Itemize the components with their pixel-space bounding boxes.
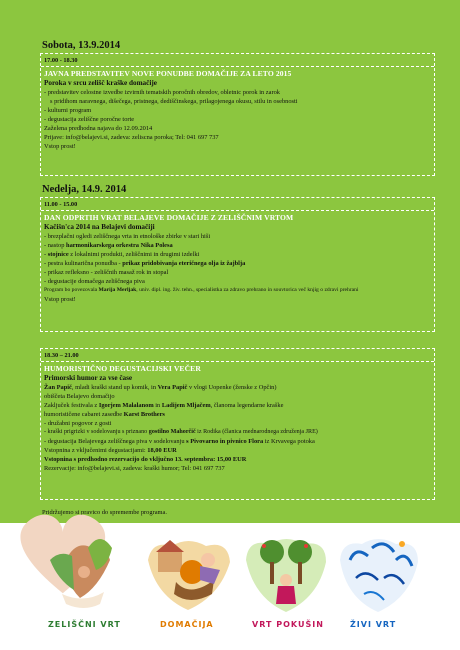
sunday-line: Vstop prost! — [44, 296, 76, 303]
saturday-line: - degustacija zeliščne poročne torte — [44, 116, 135, 123]
saturday-line: - predstavitev celostne izvedbe izvirnih tematskih poročnih obredov, obletnic porok in zarok — [44, 89, 280, 96]
saturday-title: JAVNA PREDSTAVITEV NOVE PONUDBE DOMAČIJE ZA LETO 2015 — [44, 69, 292, 78]
evening-subtitle: Primorski humor za vse čase — [44, 374, 133, 382]
saturday-line: - kulturni program — [44, 107, 92, 114]
saturday-line: s pridihom naravnega, dišečega, pristnega, dediščinskega, prilagojenega okusu, stilu in osebnosti — [50, 98, 298, 105]
captions — [0, 620, 460, 638]
evening-time: 18.30 – 21.00 — [44, 352, 79, 359]
sunday-line: - pestra kulinarična ponudba - prikaz pridobivanja eteričnega olja iz žajblja — [44, 260, 246, 267]
homestead-heart-icon — [148, 540, 230, 610]
evening-title: HUMORISTIČNO DEGUSTACIJSKI VEČER — [44, 364, 201, 373]
disclaimer-note: Pridržujemo si pravico do spremembe programa. — [42, 509, 167, 516]
saturday-subtitle: Poroka v srcu zelišč kraške domačije — [44, 79, 157, 87]
sunday-date: Nedelja, 14.9. 2014 — [42, 184, 127, 195]
sunday-title: DAN ODPRTIH VRAT BELAJEVE DOMAČIJE Z ZELIŠČNIM VRTOM — [44, 213, 294, 222]
sunday-host-line: Program bo povezovala Marija Merljak, univ. dipl. ing. živ. tehn., specialistka za zdravo prehrano in souvtorica več knjig o zdravi prehrani — [44, 287, 359, 293]
saturday-line: Zaželena predhodna najava do 12.09.2014 — [44, 125, 153, 132]
sunday-line: - stojnice z lokalnimi produkti, zeliščnimi in drugimi izdelki — [44, 251, 200, 258]
evening-line: Rezervacije: info@belajevi.si, zadeva: kraški humor; Tel: 041 697 737 — [44, 465, 225, 472]
evening-line: - družabni pogovor z gosti — [44, 420, 112, 427]
sunday-line: - brezplačni ogledi zeliščnega vrta in etnološke zbirke v stari hiši — [44, 233, 211, 240]
saturday-time: 17.00 - 18.30 — [44, 57, 78, 64]
caption-homestead: DOMAČIJA — [160, 620, 214, 629]
saturday-date: Sobota, 13.9.2014 — [42, 40, 121, 51]
saturday-line: Prijave: info@belajevi.si, zadeva: zeliscna poroka; Tel: 041 697 737 — [44, 134, 219, 141]
living-garden-heart-icon — [340, 539, 418, 612]
herb-garden-heart-icon — [20, 515, 112, 608]
caption-herb-garden: ZELIŠČNI VRT — [48, 620, 121, 629]
evening-price-line: Vstopnina z vključenimi degustacijami: 18,00 EUR — [44, 447, 177, 454]
evening-line: humorističene cabaret zasedbe Karst Brothers — [44, 411, 165, 418]
sunday-time: 11.00 - 15.00 — [44, 201, 78, 208]
sunday-line: - prikaz refleksno - zeliščnih masaž rok in stopal — [44, 269, 169, 276]
sunday-line: - nastop harmonikarskega orkestra Nika Polesa — [44, 242, 173, 249]
tasting-garden-heart-icon — [246, 539, 326, 612]
evening-line: obiščeta Belajevo domačijo — [44, 393, 115, 400]
evening-line: - kraški prigrizki v sodelovanju s priznano gostilno Mahorčič iz Rodika (članica mednarodnega združenja JRE) — [44, 429, 318, 435]
sunday-line: - degustacije domačega zeliščnega piva — [44, 278, 145, 285]
sunday-subtitle: Kačišn'ca 2014 na Belajevi domačiji — [44, 223, 155, 231]
evening-line: Žan Papič, mladi kraški stand up komik, in Vera Papič v vlogi Uopenke (ženske z Opčin) — [44, 384, 277, 391]
caption-tasting-garden: VRT POKUŠIN — [252, 620, 324, 629]
evening-line: - degustacija Belajevega zeliščnega piva v sodelovanju s Pivovarno in pivnico Flora iz Krvavega potoka — [44, 438, 315, 445]
evening-price-line: Vstopnina s predhodno rezervacijo do vključno 13. septembra: 15,00 EUR — [44, 456, 247, 463]
evening-line: Zaključek festivala z Igorjem Malalanom in Ladijem Mljačem, članoma legendarne kraške — [44, 402, 284, 409]
saturday-line: Vstop prost! — [44, 143, 76, 150]
caption-living-garden: ŽIVI VRT — [350, 620, 397, 629]
